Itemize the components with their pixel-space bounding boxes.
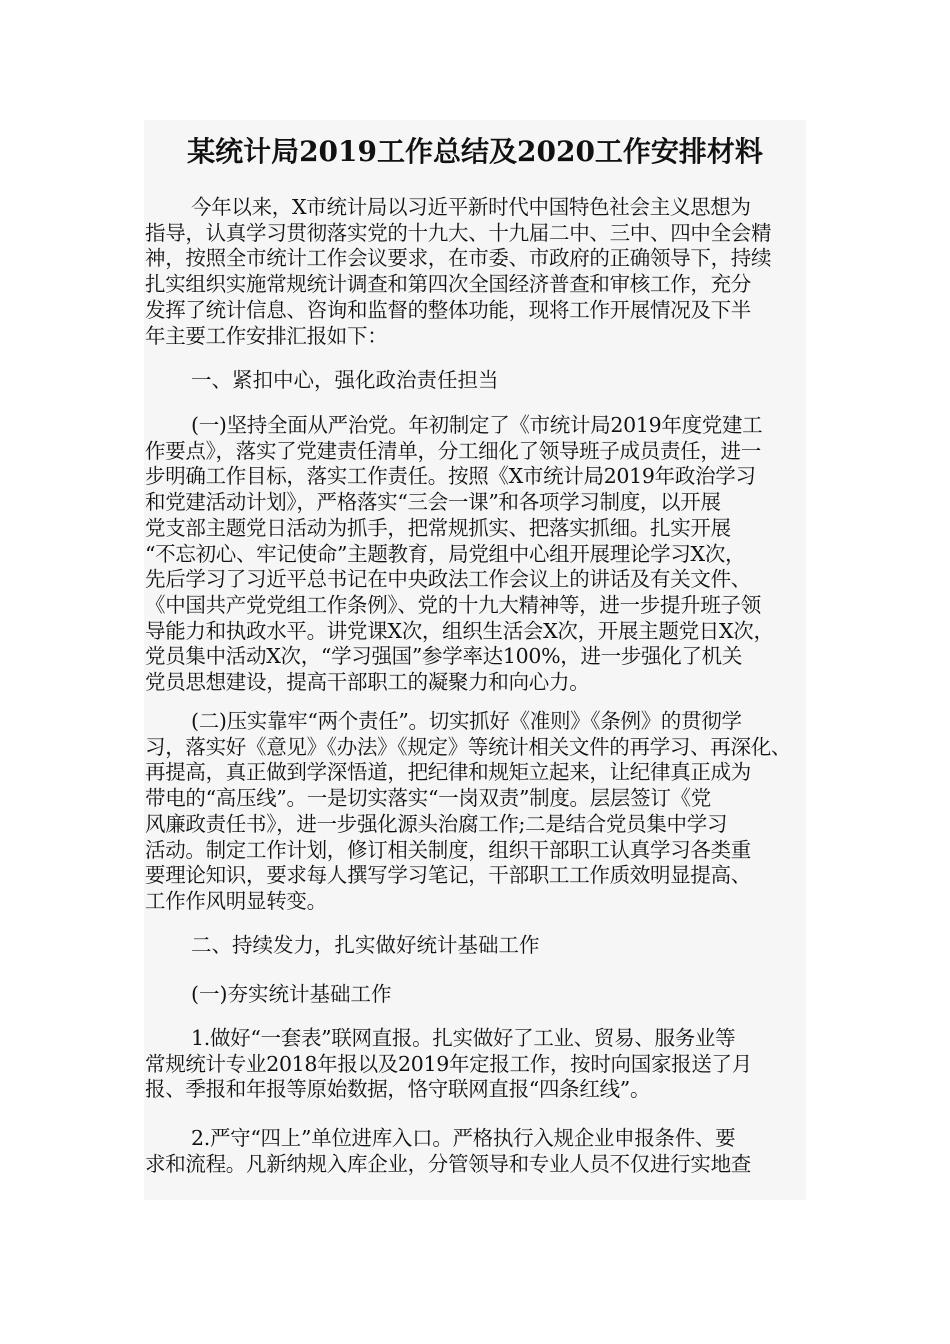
text-line: 导能力和执政水平。讲党课X次，组织生活会X次，开展主题党日X次，: [145, 618, 774, 643]
paragraph-party-building: [145, 413, 807, 696]
text-line: 带电的“高压线”。一是切实落实“一岗双责”制度。层层签订《党: [145, 786, 711, 811]
text-line: 求和流程。凡新纳规入库企业，分管领导和专业人员不仅进行实地查: [145, 1151, 751, 1176]
text-line: (一)坚持全面从严治党。年初制定了《市统计局2019年度党建工: [191, 413, 763, 437]
section-1-heading: 一、紧扣中心，强化政治责任担当: [191, 368, 499, 392]
subsection-1-heading: (一)夯实统计基础工作: [191, 982, 392, 1006]
text-line: “不忘初心、牢记使命”主题教育，局党组中心组开展理论学习X次，: [145, 541, 746, 566]
text-line: 指导，认真学习贯彻落实党的十九大、十九届二中、三中、四中全会精: [145, 220, 772, 245]
document-title: 某统计局2019工作总结及2020工作安排材料: [187, 135, 763, 168]
text-line: 步明确工作目标，落实工作责任。按照《X市统计局2019年政治学习: [145, 464, 756, 489]
text-line: 神，按照全市统计工作会议要求，在市委、市政府的正确领导下，持续: [145, 246, 772, 271]
paragraph-online-reporting: [145, 1026, 807, 1103]
text-line: 习，落实好《意见》《办法》《规定》等统计相关文件的再学习、再深化、: [145, 734, 792, 759]
text-line: 常规统计专业2018年报以及2019年定报工作，按时向国家报送了月: [145, 1051, 752, 1076]
text-line: 《中国共产党党组工作条例》、党的十九大精神等，进一步提升班子领: [145, 592, 761, 617]
text-line: 和党建活动计划》，严格落实“三会一课”和各项学习制度，以开展: [145, 490, 721, 515]
section-2-heading: 二、持续发力，扎实做好统计基础工作: [191, 933, 540, 957]
text-line: 报、季报和年报等原始数据，恪守联网直报“四条红线”。: [145, 1077, 651, 1102]
intro-paragraph: [145, 195, 807, 349]
text-line: 风廉政责任书》，进一步强化源头治腐工作;二是结合党员集中学习: [145, 811, 728, 836]
text-line: 要理论知识，要求每人撰写学习笔记，干部职工工作质效明显提高、: [145, 863, 751, 888]
text-line: 党员集中活动X次，“学习强国”参学率达100%，进一步强化了机关: [145, 644, 743, 669]
text-line: 发挥了统计信息、咨询和监督的整体功能，现将工作开展情况及下半: [145, 297, 751, 322]
text-line: 2.严守“四上”单位进库入口。严格执行入规企业申报条件、要: [191, 1126, 736, 1150]
paragraph-enterprise-entry: [145, 1126, 807, 1177]
text-line: 1.做好“一套表”联网直报。扎实做好了工业、贸易、服务业等: [191, 1026, 736, 1050]
text-line: 工作作风明显转变。: [145, 888, 327, 913]
text-line: 作要点》，落实了党建责任清单，分工细化了领导班子成员责任，进一: [145, 438, 761, 463]
text-line: 扎实组织实施常规统计调查和第四次全国经济普查和审核工作，充分: [145, 272, 751, 297]
text-line: 年主要工作安排汇报如下：: [145, 323, 388, 348]
text-line: 先后学习了习近平总书记在中央政法工作会议上的讲话及有关文件、: [145, 567, 751, 592]
paragraph-two-responsibilities: [145, 709, 807, 915]
text-line: 活动。制定工作计划，修订相关制度，组织干部职工认真学习各类重: [145, 837, 751, 862]
text-line: 党支部主题党日活动为抓手，把常规抓实、把落实抓细。扎实开展: [145, 515, 731, 540]
text-line: 今年以来，X市统计局以习近平新时代中国特色社会主义思想为: [191, 195, 751, 219]
text-line: (二)压实靠牢“两个责任”。切实抓好《准则》《条例》的贯彻学: [191, 709, 742, 733]
text-line: 党员思想建设，提高干部职工的凝聚力和向心力。: [145, 670, 590, 695]
text-line: 再提高，真正做到学深悟道，把纪律和规矩立起来，让纪律真正成为: [145, 760, 751, 785]
